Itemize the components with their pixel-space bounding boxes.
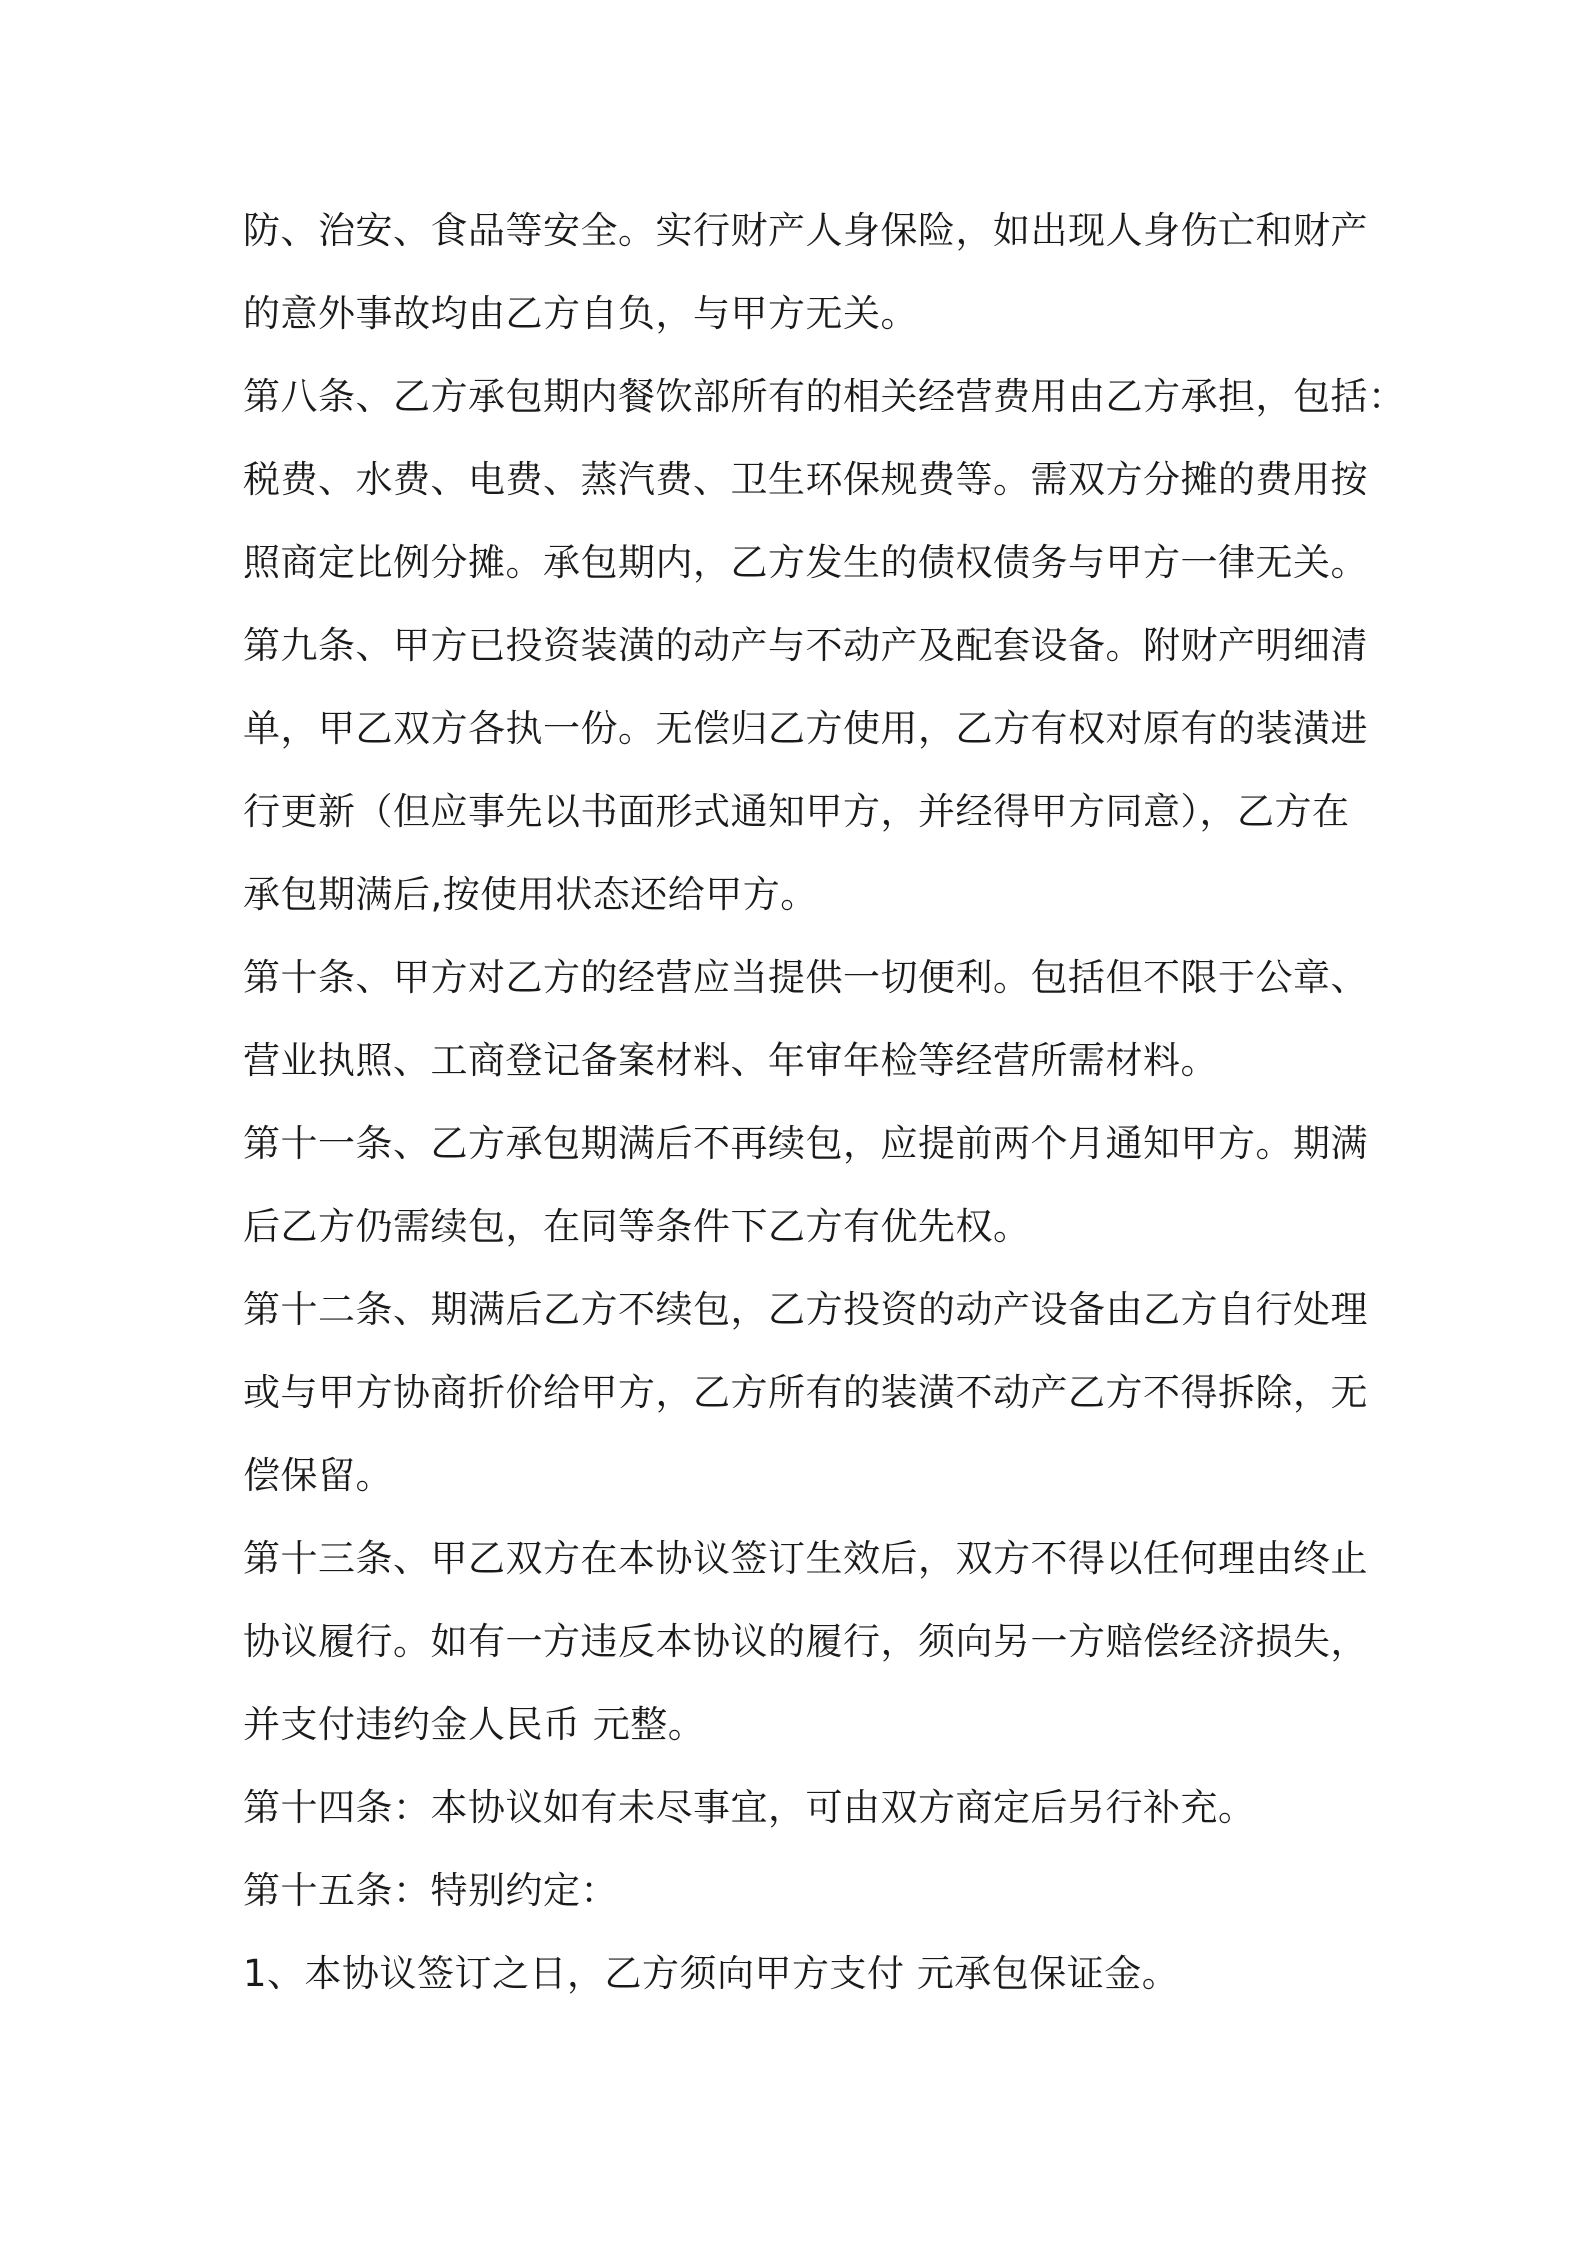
text-line: 防、治安、食品等安全。实行财产人身保险，如出现人身伤亡和财产	[243, 209, 1368, 252]
text-line: 后乙方仍需续包，在同等条件下乙方有优先权。	[243, 1205, 1031, 1248]
text-line: 第八条、乙方承包期内餐饮部所有的相关经营费用由乙方承担，包括：	[243, 375, 1406, 418]
text-line: 第十四条：本协议如有未尽事宜，可由双方商定后另行补充。	[243, 1786, 1256, 1829]
text-line: 协议履行。如有一方违反本协议的履行，须向另一方赔偿经济损失，	[243, 1620, 1368, 1663]
text-line: 第十一条、乙方承包期满后不再续包，应提前两个月通知甲方。期满	[243, 1122, 1368, 1165]
text-line: 第十三条、甲乙双方在本协议签订生效后，双方不得以任何理由终止	[243, 1537, 1368, 1580]
text-line: 承包期满后,按使用状态还给甲方。	[243, 873, 818, 916]
text-line: 单，甲乙双方各执一份。无偿归乙方使用，乙方有权对原有的装潢进	[243, 707, 1368, 750]
text-line: 第九条、甲方已投资装潢的动产与不动产及配套设备。附财产明细清	[243, 624, 1368, 667]
text-line: 1、本协议签订之日，乙方须向甲方支付 元承包保证金。	[243, 1952, 1180, 1995]
text-line: 并支付违约金人民币 元整。	[243, 1703, 706, 1746]
text-line: 营业执照、工商登记备案材料、年审年检等经营所需材料。	[243, 1039, 1218, 1082]
text-line: 税费、水费、电费、蒸汽费、卫生环保规费等。需双方分摊的费用按	[243, 458, 1368, 501]
text-line: 照商定比例分摊。承包期内，乙方发生的债权债务与甲方一律无关。	[243, 541, 1368, 584]
text-line: 第十二条、期满后乙方不续包，乙方投资的动产设备由乙方自行处理	[243, 1288, 1368, 1331]
text-line: 行更新（但应事先以书面形式通知甲方，并经得甲方同意），乙方在	[243, 790, 1350, 833]
text-line: 的意外事故均由乙方自负，与甲方无关。	[243, 292, 918, 335]
text-line: 偿保留。	[243, 1454, 393, 1497]
text-line: 第十五条：特别约定：	[243, 1869, 618, 1912]
text-line: 第十条、甲方对乙方的经营应当提供一切便利。包括但不限于公章、	[243, 956, 1368, 999]
text-line: 或与甲方协商折价给甲方，乙方所有的装潢不动产乙方不得拆除，无	[243, 1371, 1368, 1414]
